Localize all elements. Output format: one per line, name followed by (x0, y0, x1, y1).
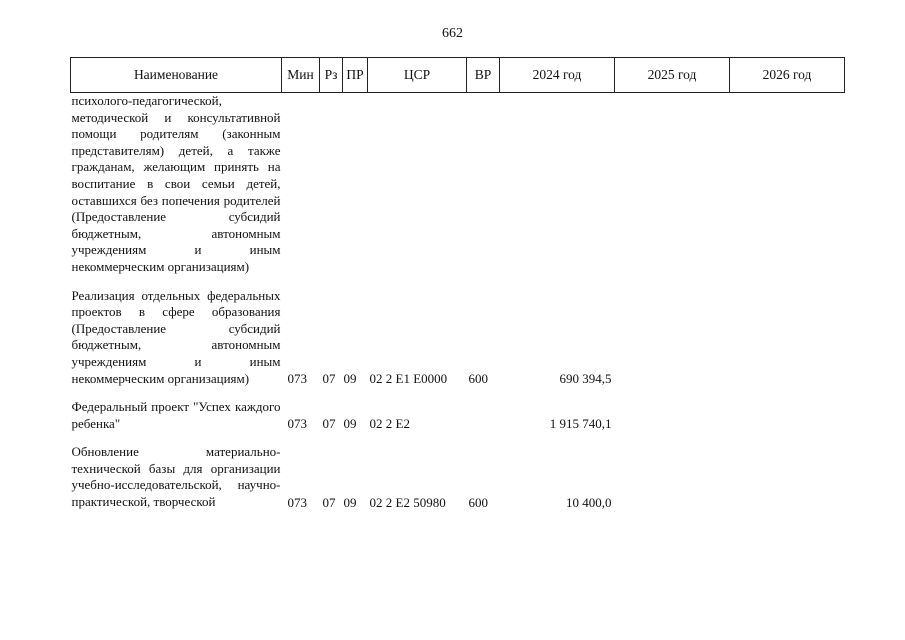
row-pr: 09 (343, 494, 357, 510)
row-2026 (730, 399, 845, 432)
row-csr (368, 93, 467, 276)
page-number: 662 (442, 26, 463, 41)
table-row (71, 444, 845, 510)
header-name: Наименование (71, 58, 282, 93)
row-2024: 1 915 740,1 (549, 416, 612, 432)
row-vr: 600 (468, 494, 488, 510)
table-body (71, 93, 845, 511)
row-min: 073 (287, 416, 307, 432)
row-pr: 09 (343, 416, 357, 432)
row-rz: 07 (322, 371, 336, 387)
row-2026 (730, 93, 845, 276)
row-min: 073 (287, 494, 307, 510)
row-name: психолого-педагогической, методической и консультативной помощи родителям (законным представителям) детей, а также гражданам, желающим принять на воспитание в свои семьи детей, оставшихся без попечения родителей (Предоставление субсидий бюджетным, автономным учреждениям и иным некоммерческим организациям) (71, 93, 281, 274)
row-vr (467, 399, 500, 432)
header-row (71, 58, 845, 93)
row-min (282, 93, 320, 276)
table-row (71, 399, 845, 432)
row-gap (71, 387, 845, 399)
table-row (71, 288, 845, 388)
row-pr (343, 93, 368, 276)
row-rz (320, 93, 343, 276)
row-2026 (730, 288, 845, 388)
row-2025 (615, 399, 730, 432)
row-2024: 690 394,5 (559, 371, 612, 387)
header-min: Мин (282, 58, 320, 93)
table-header (71, 58, 845, 93)
row-pr: 09 (343, 371, 357, 387)
row-min: 073 (287, 371, 307, 387)
row-name: Реализация отдельных федеральных проектов в сфере образования (Предоставление субсидий бюджетным, автономным учреждениям и иным некоммерческим организациям) (71, 287, 281, 386)
row-2024: 10 400,0 (566, 494, 612, 510)
row-2025 (615, 93, 730, 276)
header-rz: Рз (320, 58, 343, 93)
row-rz: 07 (322, 494, 336, 510)
row-2025 (615, 444, 730, 510)
header-vr: ВР (467, 58, 500, 93)
header-2024: 2024 год (500, 58, 615, 93)
row-gap (71, 432, 845, 444)
row-vr (467, 93, 500, 276)
row-2025 (615, 288, 730, 388)
row-rz: 07 (322, 416, 336, 432)
table-row (71, 93, 845, 276)
header-2025: 2025 год (615, 58, 730, 93)
row-gap (71, 276, 845, 288)
row-name: Федеральный проект "Успех каждого ребенка" (71, 399, 281, 431)
row-csr: 02 2 Е1 Е0000 (369, 371, 448, 387)
row-vr: 600 (468, 371, 488, 387)
row-csr: 02 2 Е2 50980 (369, 494, 446, 510)
row-csr: 02 2 Е2 (369, 416, 410, 432)
row-2024 (500, 93, 615, 276)
row-2026 (730, 444, 845, 510)
header-pr: ПР (343, 58, 368, 93)
header-csr: ЦСР (368, 58, 467, 93)
header-2026: 2026 год (730, 58, 845, 93)
row-name: Обновление материально-технической базы для организации учебно-исследовательской, научно-практической, творческой (71, 444, 281, 510)
budget-table (70, 57, 845, 511)
